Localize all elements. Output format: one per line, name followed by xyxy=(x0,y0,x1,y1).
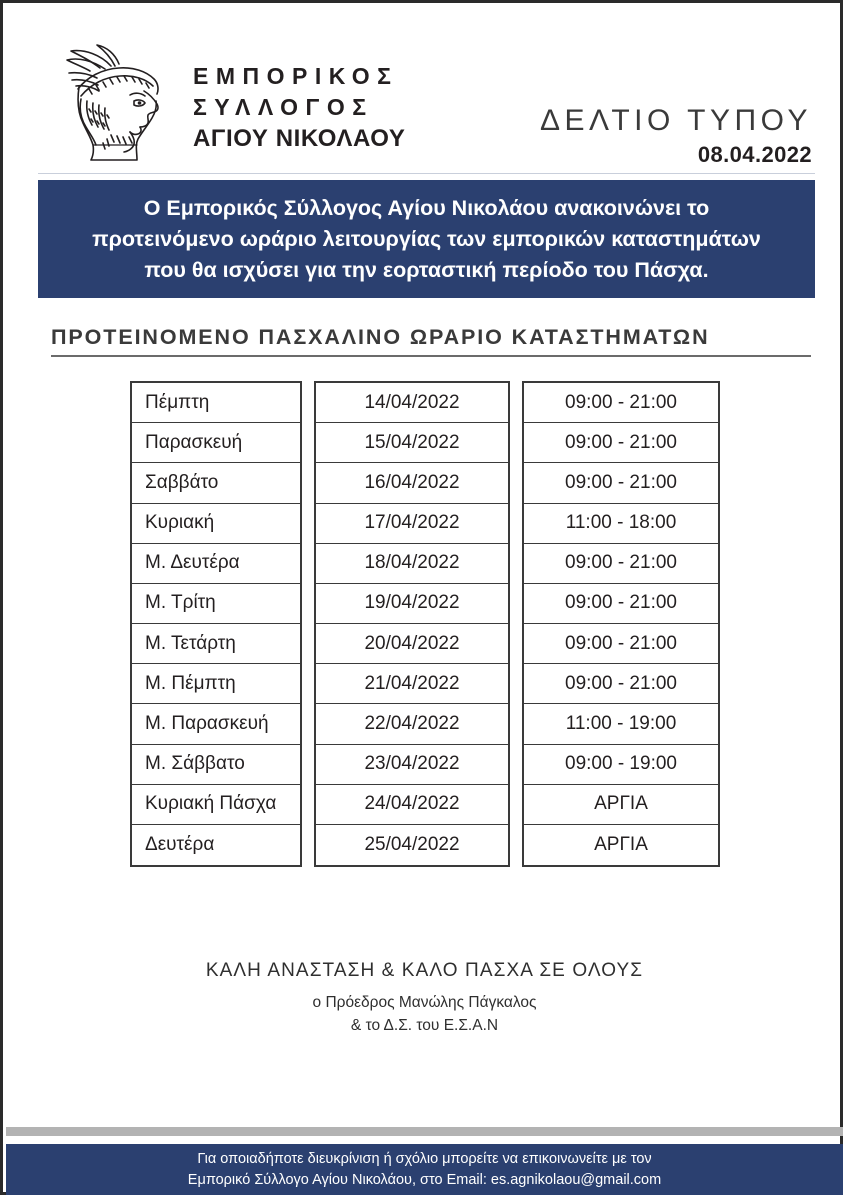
schedule-cell-hours: 11:00 - 18:00 xyxy=(524,504,718,544)
section-heading: ΠΡΟΤΕΙΝΟΜΕΝΟ ΠΑΣΧΑΛΙΝΟ ΩΡΑΡΙΟ ΚΑΤΑΣΤΗΜΑΤΩΝ xyxy=(51,325,811,357)
schedule-cell-date: 18/04/2022 xyxy=(316,544,508,584)
footer-line-1: Για οποιαδήποτε διευκρίνιση ή σχόλιο μπορείτε να επικοινωνείτε με τον xyxy=(197,1150,652,1167)
schedule-cell-hours: ΑΡΓΙΑ xyxy=(594,833,648,855)
schedule-cell-day: Κυριακή Πάσχα xyxy=(132,785,300,825)
footer-contact-bar xyxy=(6,1144,843,1195)
announcement-banner xyxy=(38,180,815,298)
org-line-3: ΑΓΙΟΥ ΝΙΚΟΛΑΟΥ xyxy=(193,125,406,152)
schedule-cell-hours: 11:00 - 19:00 xyxy=(524,704,718,744)
schedule-cell-day: Μ. Πέμπτη xyxy=(132,664,300,704)
organization-name xyxy=(193,61,493,155)
schedule-cell-date: 19/04/2022 xyxy=(316,584,508,624)
banner-line-1: Ο Εμπορικός Σύλλογος Αγίου Νικολάου ανακοινώνει το xyxy=(143,195,710,220)
schedule-cell-date: 15/04/2022 xyxy=(316,423,508,463)
schedule-cell-hours: 09:00 - 21:00 xyxy=(524,423,718,463)
footer-line-2: Εμπορικό Σύλλογο Αγίου Νικολάου, στο Email: es.agnikolaou@gmail.com xyxy=(187,1171,662,1188)
schedule-cell-day: Κυριακή xyxy=(132,504,300,544)
schedule-cell-hours: 09:00 - 21:00 xyxy=(524,584,718,624)
schedule-cell-day: Πέμπτη xyxy=(132,383,300,423)
schedule-cell-day: Σαββάτο xyxy=(132,463,300,503)
banner-line-3: που θα ισχύσει για την εορταστική περίοδο του Πάσχα. xyxy=(144,257,709,282)
grey-separator-band xyxy=(6,1127,843,1136)
press-release-title-block xyxy=(540,103,812,168)
schedule-cell-date: 23/04/2022 xyxy=(316,745,508,785)
schedule-cell-hours: 09:00 - 21:00 xyxy=(524,664,718,704)
schedule-cell-hours: 09:00 - 21:00 xyxy=(524,383,718,423)
schedule-cell-date: 25/04/2022 xyxy=(364,833,460,855)
schedule-cell-day: Μ. Τρίτη xyxy=(132,584,300,624)
schedule-cell-date: 22/04/2022 xyxy=(316,704,508,744)
schedule-table xyxy=(130,381,720,867)
schedule-column-hours xyxy=(522,381,720,867)
schedule-cell-date: 16/04/2022 xyxy=(316,463,508,503)
schedule-cell-hours: 09:00 - 21:00 xyxy=(524,624,718,664)
schedule-cell-hours: 09:00 - 21:00 xyxy=(524,544,718,584)
signature-block xyxy=(3,991,843,1037)
schedule-cell-date: 20/04/2022 xyxy=(316,624,508,664)
closing-greeting: ΚΑΛΗ ΑΝΑΣΤΑΣΗ & ΚΑΛΟ ΠΑΣΧΑ ΣΕ ΟΛΟΥΣ xyxy=(205,960,644,981)
schedule-cell-date: 24/04/2022 xyxy=(316,785,508,825)
banner-line-2: προτεινόμενο ωράριο λειτουργίας των εμπορικών καταστημάτων xyxy=(92,226,761,251)
schedule-cell-day: Δευτέρα xyxy=(145,833,215,855)
page-header xyxy=(3,3,843,171)
press-release-date: 08.04.2022 xyxy=(697,142,812,167)
schedule-cell-day: Μ. Παρασκευή xyxy=(132,704,300,744)
schedule-cell-day: Μ. Τετάρτη xyxy=(132,624,300,664)
schedule-cell-day: Μ. Σάββατο xyxy=(132,745,300,785)
org-line-1: ΕΜΠΟΡΙΚΟΣ xyxy=(193,63,399,89)
schedule-cell-date: 14/04/2022 xyxy=(316,383,508,423)
schedule-cell-hours: 09:00 - 19:00 xyxy=(524,745,718,785)
schedule-cell-hours: ΑΡΓΙΑ xyxy=(524,785,718,825)
schedule-cell-day: Παρασκευή xyxy=(132,423,300,463)
schedule-column-day xyxy=(130,381,302,867)
schedule-cell-day: Μ. Δευτέρα xyxy=(132,544,300,584)
signature-president: ο Πρόεδρος Μανώλης Πάγκαλος xyxy=(312,994,537,1011)
schedule-cell-date: 21/04/2022 xyxy=(316,664,508,704)
hermes-head-winged-helmet-icon xyxy=(45,39,185,167)
closing-greeting-block xyxy=(3,958,843,984)
schedule-cell-date: 17/04/2022 xyxy=(316,504,508,544)
header-divider xyxy=(38,173,815,174)
schedule-column-date xyxy=(314,381,510,867)
press-release-title: ΔΕΛΤΙΟ ΤΥΠΟΥ xyxy=(539,104,812,137)
schedule-cell-hours: 09:00 - 21:00 xyxy=(524,463,718,503)
signature-board: & το Δ.Σ. του Ε.Σ.Α.Ν xyxy=(350,1017,499,1034)
org-line-2: ΣΥΛΛΟΓΟΣ xyxy=(193,94,374,120)
